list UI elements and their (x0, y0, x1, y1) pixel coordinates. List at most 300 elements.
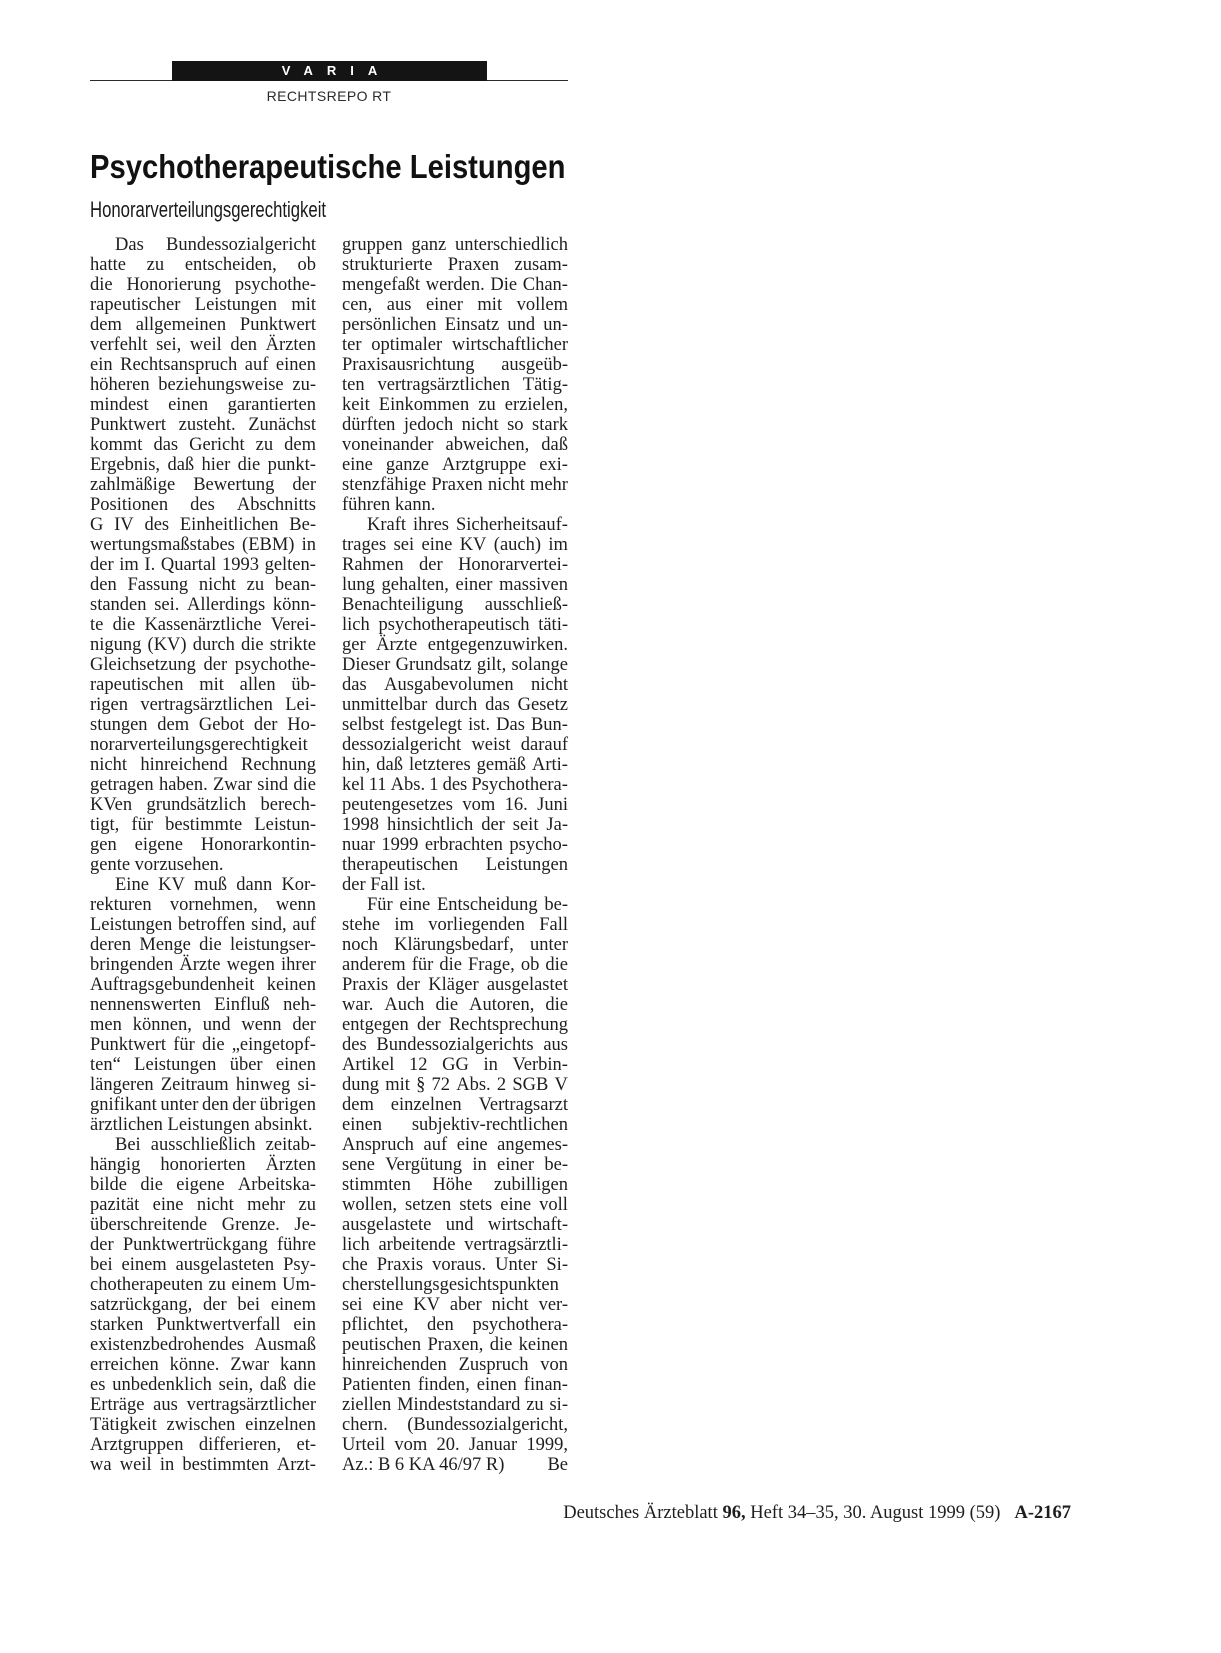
word: Punktwertverfall (156, 1315, 281, 1335)
rubric-label: RECHTSREPO RT (266, 88, 392, 104)
word: optimaler (371, 335, 443, 355)
text-line (342, 715, 568, 735)
word: getragen (90, 775, 154, 795)
word: Bei (115, 1135, 141, 1155)
word: einen (275, 355, 316, 375)
text-line (90, 955, 316, 975)
word: Artikel (342, 1055, 395, 1075)
word: Rechnung (240, 755, 316, 775)
word: lich (342, 615, 370, 635)
text-line (342, 1075, 568, 1095)
word: ziellen (342, 1395, 392, 1415)
word: arbeitende (378, 1235, 456, 1255)
word: hier (201, 455, 231, 475)
text-line (342, 1355, 568, 1375)
word: persönlichen (342, 315, 437, 335)
word: chotherapeuten (90, 1275, 203, 1295)
text-line (90, 915, 316, 935)
word: Arbeitska- (237, 1175, 316, 1195)
word: Für (367, 895, 393, 915)
word: zu (255, 435, 274, 455)
word: keinen (266, 975, 316, 995)
word: hin, (342, 755, 371, 775)
word: rapeutischen (90, 675, 184, 695)
text-line (342, 835, 568, 855)
word: eine (372, 1295, 404, 1315)
word: G (90, 515, 104, 535)
word: Kläger (428, 975, 479, 995)
word: der (416, 1015, 441, 1035)
word: Ja- (546, 815, 568, 835)
word: gruppen (342, 235, 403, 255)
word: den (90, 575, 117, 595)
text-line (342, 1135, 568, 1155)
word: die (140, 1175, 163, 1195)
word: Das (115, 235, 144, 255)
word: ausschließlich (150, 1135, 256, 1155)
word: daß (259, 1375, 287, 1395)
word: der (203, 655, 228, 675)
text-line (90, 375, 316, 395)
word: selbst (342, 715, 385, 735)
word: sei, (156, 335, 182, 355)
word: zu (246, 575, 265, 595)
word: nicht (487, 475, 525, 495)
word: der (292, 475, 316, 495)
text-line (90, 475, 316, 495)
text-line (90, 695, 316, 715)
word: könn- (272, 595, 316, 615)
word: bestimmte (165, 815, 243, 835)
word: Zwar (213, 775, 253, 795)
text-line: gente vorzusehen. (90, 855, 224, 875)
word: längeren (90, 1075, 154, 1095)
word: 16. (504, 795, 528, 815)
word: den (427, 1315, 454, 1335)
text-line: ärztlichen Leistungen absinkt. (90, 1115, 313, 1135)
word: Erträge (90, 1395, 145, 1415)
word: ob (520, 955, 540, 975)
word: zu (208, 1275, 226, 1295)
word: Eine (115, 875, 149, 895)
word: einer (425, 295, 463, 315)
text-line (342, 1115, 568, 1135)
paragraph (90, 235, 316, 875)
paragraph (342, 895, 568, 1475)
word: massiven (499, 575, 568, 595)
word: und (202, 1015, 231, 1035)
text-line (342, 955, 568, 975)
word: das (153, 435, 179, 455)
word: hinsichtlich (386, 815, 474, 835)
text-line (342, 1435, 568, 1455)
word: ausgeüb- (501, 355, 568, 375)
word: Zunächst (248, 415, 316, 435)
word: Menge (139, 935, 191, 955)
word: der (292, 1015, 316, 1035)
word: psychothe- (234, 655, 316, 675)
text-line (90, 275, 316, 295)
word: allgemeinen (135, 315, 227, 335)
text-line (90, 1215, 316, 1235)
text-line (342, 375, 568, 395)
word: zu (526, 1395, 544, 1415)
word: einem (121, 1255, 167, 1275)
text-line (90, 575, 316, 595)
word: einer (497, 1155, 535, 1175)
word: Gesetz (517, 695, 568, 715)
word: Einsatz (444, 315, 500, 335)
word: Tätig- (522, 375, 568, 395)
word: mehr (529, 475, 568, 495)
word: die (489, 1335, 513, 1355)
word: Be- (289, 515, 316, 535)
text-line (342, 1375, 568, 1395)
word: zusam- (514, 255, 568, 275)
word: weist (471, 735, 511, 755)
word: und (507, 315, 536, 335)
word: honorierten (160, 1155, 246, 1175)
word: Ausgabevolumen (384, 675, 514, 695)
word: aber (449, 1295, 482, 1315)
word: der (481, 815, 505, 835)
word: Honorarkontin- (200, 835, 316, 855)
word: aus (386, 295, 412, 315)
text-line (342, 795, 568, 815)
word: Ergebnis, (90, 455, 161, 475)
text-line (342, 235, 568, 255)
word: der (396, 975, 421, 995)
word: mindest (90, 395, 149, 415)
text-line (90, 1255, 316, 1275)
word: ausgelasteten (175, 1255, 275, 1275)
text-line (342, 1095, 568, 1115)
text-line (90, 1335, 316, 1355)
word: dem (90, 315, 122, 335)
text-line (342, 1235, 568, 1255)
word: im (394, 915, 414, 935)
article-title: Psychotherapeutische Leistungen (90, 148, 566, 185)
word: Arzt- (276, 1455, 316, 1475)
word: Bundessozialgericht (165, 235, 316, 255)
word: das (342, 675, 367, 695)
word: Praxen, (427, 1335, 484, 1355)
word: noch (342, 935, 378, 955)
word: ihrer (281, 955, 316, 975)
word: abweichen, (445, 435, 530, 455)
text-line (342, 295, 568, 315)
word: erbrachten (424, 835, 503, 855)
word: Ho- (287, 715, 316, 735)
word: 1999, (526, 1435, 568, 1455)
word: einen (342, 1115, 383, 1135)
word: te (90, 615, 104, 635)
word: unbedenklich (112, 1375, 212, 1395)
word: Honorarvertei- (458, 555, 568, 575)
word: Abschnitts (236, 495, 316, 515)
text-line (90, 255, 316, 275)
text-line (342, 555, 568, 575)
word: Gebot (198, 715, 245, 735)
word: neh- (283, 995, 316, 1015)
text-line (342, 655, 568, 675)
word: die (293, 1375, 316, 1395)
word: die (293, 775, 316, 795)
word: ger (342, 635, 366, 655)
word: in (472, 1155, 487, 1175)
text-line (342, 1335, 568, 1355)
word: ein (90, 355, 113, 375)
word: grundsätzlich (146, 795, 247, 815)
word: des (342, 1035, 367, 1055)
word: nicht (198, 575, 236, 595)
word: die (439, 955, 462, 975)
word: im (119, 555, 139, 575)
text-line: Az.: B 6 KA 46/97 R) (342, 1455, 505, 1475)
word: entscheiden, (184, 255, 277, 275)
word: Psychothera- (471, 775, 568, 795)
word: ausschließ- (484, 595, 568, 615)
word: trages (342, 535, 387, 555)
word: Ärzte (376, 635, 418, 655)
article-column-left (90, 235, 316, 1475)
word: entgegen (342, 1015, 409, 1035)
word: muß (194, 875, 227, 895)
word: zwischen (166, 1415, 236, 1435)
word: differieren, (198, 1435, 282, 1455)
word: Rechtsanspruch (120, 355, 238, 375)
word: gilt, (476, 655, 507, 675)
text-line (342, 1035, 568, 1055)
text-line (90, 555, 316, 575)
word: garantierten (227, 395, 316, 415)
word: strukturierte (342, 255, 433, 275)
word: bean- (274, 575, 316, 595)
word: nicht (461, 415, 499, 435)
word: rekturen (90, 895, 152, 915)
word: letzteres (409, 755, 471, 775)
word: die (545, 955, 568, 975)
word: Sicherheitsauf- (455, 515, 568, 535)
text-line (90, 335, 316, 355)
text-line (90, 515, 316, 535)
word: finan- (523, 1375, 568, 1395)
word: für (411, 955, 434, 975)
word: eine (152, 1195, 184, 1215)
word: sei (393, 535, 415, 555)
word: Praxis (342, 975, 389, 995)
word: in (483, 1055, 498, 1075)
word: vollem (516, 295, 568, 315)
text-line (90, 495, 316, 515)
word: die (201, 1035, 225, 1055)
word: aus (153, 1395, 178, 1415)
word: sene (342, 1155, 375, 1175)
text-line (90, 1355, 316, 1375)
word: der (90, 555, 114, 575)
word: Quartal (160, 555, 217, 575)
paragraph (90, 1135, 316, 1475)
word: Einfluß (214, 995, 270, 1015)
word: einen (275, 1055, 316, 1075)
word: die (237, 455, 261, 475)
text-line (342, 335, 568, 355)
word: wenn (241, 1015, 282, 1035)
text-line (90, 635, 316, 655)
text-line (90, 795, 316, 815)
word: dem (284, 435, 316, 455)
text-line (342, 855, 568, 875)
text-line (90, 1155, 316, 1175)
word: bestimmten (182, 1455, 269, 1475)
text-line (90, 655, 316, 675)
word: rapeutischer (90, 295, 181, 315)
word: vorliegenden (428, 915, 525, 935)
word: der (253, 715, 278, 735)
word: sind (257, 775, 289, 795)
text-line (342, 935, 568, 955)
word: allen (239, 675, 276, 695)
text-line (90, 1295, 316, 1315)
text-line (342, 1315, 568, 1335)
text-line (90, 935, 316, 955)
word: nigung (90, 635, 142, 655)
word: berech- (260, 795, 316, 815)
word: zeitab- (265, 1135, 316, 1155)
word: unmittelbar (342, 695, 428, 715)
word: Ärzte (179, 955, 221, 975)
text-line (90, 435, 316, 455)
word: solange (511, 655, 568, 675)
text-line (342, 395, 568, 415)
word: mit (291, 295, 316, 315)
text-line (90, 1395, 316, 1415)
word: peutischen (342, 1335, 422, 1355)
word: (auch) (493, 535, 542, 555)
word: Klärungsbedarf, (394, 935, 514, 955)
text-line (90, 1455, 316, 1475)
word: hinreichenden (342, 1355, 447, 1375)
word: die (199, 935, 222, 955)
word: voneinander (342, 435, 434, 455)
word: auf (292, 915, 316, 935)
word: KV (459, 535, 487, 555)
word: exi- (539, 455, 568, 475)
text-line (90, 355, 316, 375)
word: auf (244, 355, 269, 375)
word: daß (376, 755, 403, 775)
word: (EBM) (242, 535, 295, 555)
word: eigene (176, 1175, 225, 1195)
text-line (342, 775, 568, 795)
word: der (203, 1295, 227, 1315)
word: für (131, 815, 153, 835)
word: GG (442, 1055, 469, 1075)
text-line (90, 535, 316, 555)
word: ob (297, 255, 316, 275)
text-line (90, 315, 316, 335)
text-line (90, 455, 316, 475)
word: dung (342, 1075, 379, 1095)
word: Psy- (283, 1255, 316, 1275)
word: strikte (269, 635, 316, 655)
word: 20. (436, 1435, 460, 1455)
text-line: führen kann. (342, 495, 436, 515)
word: mit (477, 295, 503, 315)
text-line (342, 915, 568, 935)
word: si- (549, 1395, 568, 1415)
word: einzelnen (390, 1095, 462, 1115)
word: Vertragsarzt (478, 1095, 568, 1115)
word: Anspruch (342, 1135, 414, 1155)
word: punkt- (267, 455, 316, 475)
word: auf (423, 1135, 448, 1155)
word: kommt (90, 435, 143, 455)
word: keinen (518, 1335, 568, 1355)
text-line (90, 1375, 316, 1395)
text-line (90, 715, 316, 735)
text-line (342, 255, 568, 275)
word: angemes- (497, 1135, 568, 1155)
word: Fassung (127, 575, 189, 595)
word: mehr (247, 1195, 286, 1215)
word: 12 (409, 1055, 428, 1075)
word: wollen, (342, 1195, 397, 1215)
text-line (342, 895, 568, 915)
word: 1999 (381, 835, 419, 855)
word: Gleichsetzung (90, 655, 196, 675)
text-line (90, 595, 316, 615)
word: (KV) (147, 635, 187, 655)
word: kel (342, 775, 365, 795)
word: eine (456, 1135, 488, 1155)
word: hinweg (235, 1075, 291, 1095)
text-line (342, 1215, 568, 1235)
word: unterschiedlich (454, 235, 568, 255)
footer-journal: Deutsches Ärzteblatt (563, 1503, 718, 1523)
word: ver- (538, 1295, 568, 1315)
article-subtitle: Honorarverteilungsgerechtigkeit (90, 197, 327, 222)
word: Gericht (189, 435, 245, 455)
word: Punktwert (90, 1035, 167, 1055)
word: ausgelastete (342, 1215, 432, 1235)
text-line (90, 1235, 316, 1255)
text-line (90, 395, 316, 415)
text-line (342, 995, 568, 1015)
word: Ärzten (265, 335, 316, 355)
word: men (90, 1015, 122, 1035)
word: si- (297, 1075, 316, 1095)
word: cen, (342, 295, 373, 315)
text-line (90, 1415, 316, 1435)
word: Arti- (531, 755, 568, 775)
word: der (232, 1095, 256, 1115)
text-line (342, 1395, 568, 1415)
word: die (435, 995, 459, 1015)
word: hängig (90, 1155, 141, 1175)
word: 1 (429, 775, 439, 795)
word: Praxen (447, 255, 500, 275)
word: wegen (226, 955, 275, 975)
text-line (342, 975, 568, 995)
word: üb- (291, 675, 316, 695)
word: unter (160, 1095, 199, 1115)
text-line (342, 1255, 568, 1275)
text-line (342, 475, 568, 495)
word: dessozialgericht (342, 735, 462, 755)
word: die (90, 275, 113, 295)
word: weil (189, 335, 222, 355)
